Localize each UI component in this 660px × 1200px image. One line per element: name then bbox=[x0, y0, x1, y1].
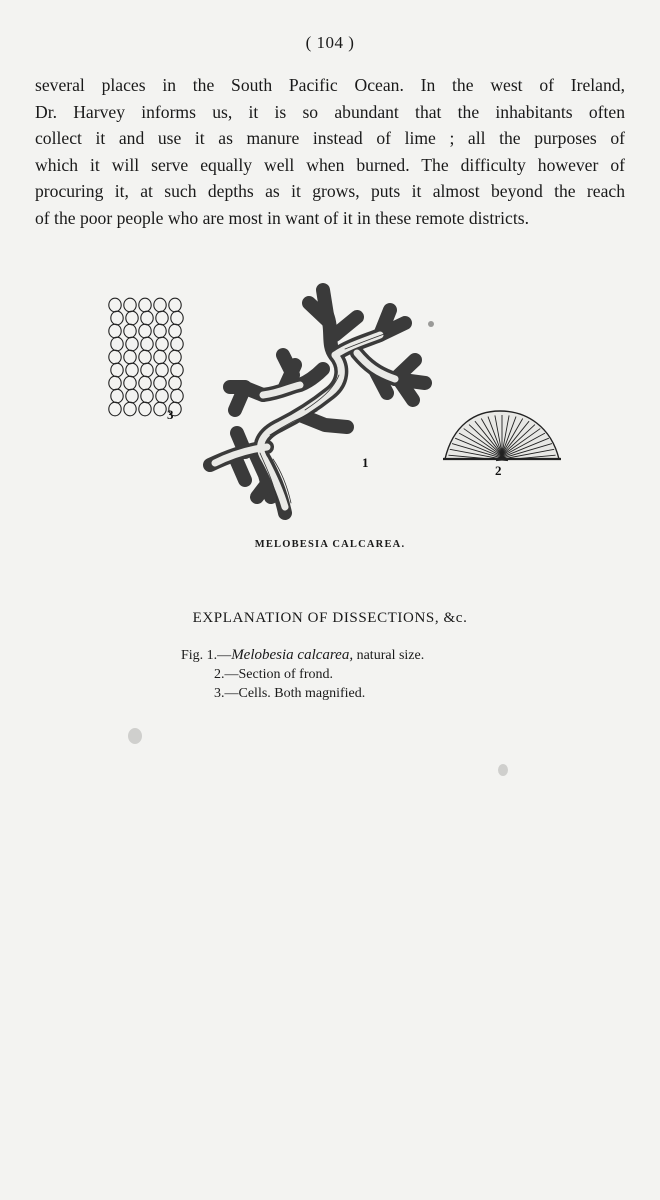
item-text: Cells. Both magnified. bbox=[238, 686, 366, 701]
paper-speck bbox=[498, 764, 508, 776]
explanation-item bbox=[181, 665, 424, 684]
body-line: several places in the South Pacific Ocean. In the west of Ireland, bbox=[35, 75, 625, 95]
item-prefix: Fig. 1.— bbox=[181, 648, 232, 663]
item-prefix: 2.— bbox=[214, 667, 239, 682]
frond-section-drawing bbox=[443, 411, 561, 461]
cells-drawing bbox=[109, 298, 183, 416]
explanation-heading: EXPLANATION OF DISSECTIONS, &c. bbox=[192, 610, 468, 626]
body-line: which it will serve equally well when burned. The difficulty however of bbox=[35, 154, 625, 175]
body-line: of the poor people who are most in want of it in these remote districts. bbox=[35, 207, 529, 228]
page-number: ( 104 ) bbox=[305, 33, 355, 52]
fig-label-3: 3 bbox=[167, 407, 174, 422]
paper-speck bbox=[128, 728, 142, 744]
thallus-drawing bbox=[210, 290, 425, 513]
item-italic: Melobesia calcarea, bbox=[231, 647, 354, 663]
explanation-item bbox=[181, 684, 424, 703]
fig-label-2: 2 bbox=[495, 463, 502, 478]
item-text: Section of frond. bbox=[238, 667, 333, 682]
body-line: procuring it, at such depths as it grows, puts it almost beyond the reach bbox=[35, 181, 625, 201]
body-line: collect it and use it as manure instead of lime ; all the purposes of bbox=[35, 128, 625, 148]
body-paragraph bbox=[35, 72, 625, 231]
melobesia-illustration bbox=[95, 275, 575, 535]
paper-speck bbox=[428, 321, 434, 327]
body-line: Dr. Harvey informs us, it is so abundant that the inhabitants often bbox=[35, 101, 625, 122]
explanation-list bbox=[181, 646, 424, 703]
figure-caption: MELOBESIA CALCAREA. bbox=[254, 539, 406, 550]
item-prefix: 3.— bbox=[214, 686, 239, 701]
explanation-item bbox=[181, 646, 424, 665]
fig-label-1: 1 bbox=[362, 455, 369, 470]
item-text: natural size. bbox=[353, 648, 425, 663]
